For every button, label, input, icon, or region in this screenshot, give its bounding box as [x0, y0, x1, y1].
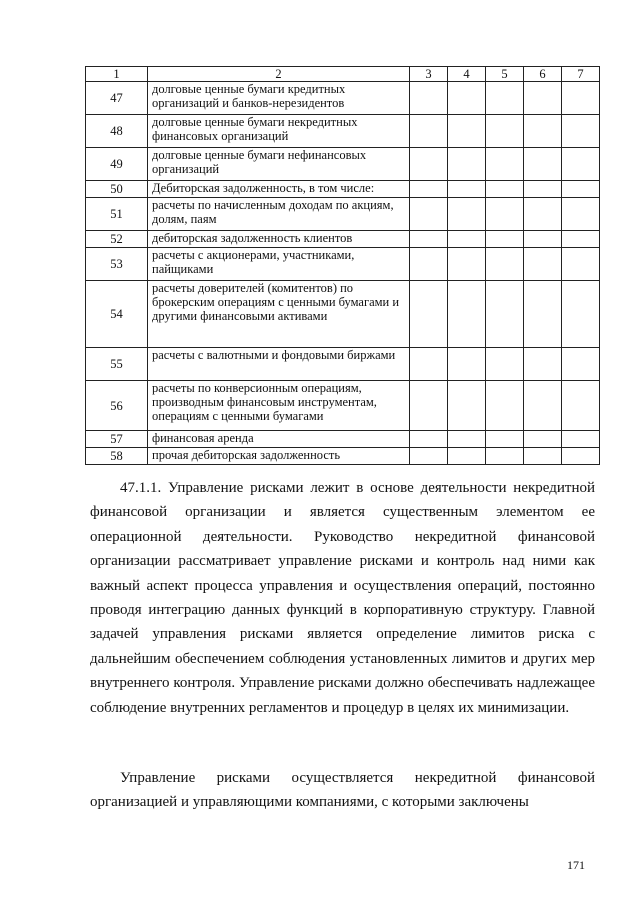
row-number: 50 [86, 181, 148, 198]
table-row [86, 448, 600, 465]
table-header-cell: 6 [524, 67, 562, 82]
row-number: 49 [86, 148, 148, 181]
paragraph-text: Управление рисками осуществляется некредитной финансовой организацией и управляющими компаниями, с которыми заключены [90, 770, 595, 811]
row-description: прочая дебиторская задолженность [148, 448, 410, 465]
row-number: 56 [86, 381, 148, 431]
row-number: 53 [86, 248, 148, 281]
table-row [86, 231, 600, 248]
row-description: расчеты с валютными и фондовыми биржами [148, 348, 410, 381]
table-row [86, 82, 600, 115]
table-header-cell: 7 [562, 67, 600, 82]
row-description: расчеты по начисленным доходам по акциям, долям, паям [148, 198, 410, 231]
table-row [86, 348, 600, 381]
body-paragraph [90, 476, 595, 720]
table-header-cell: 1 [86, 67, 148, 82]
row-description: дебиторская задолженность клиентов [148, 231, 410, 248]
table-row [86, 431, 600, 448]
body-paragraph [90, 766, 595, 815]
row-number: 48 [86, 115, 148, 148]
table-row [86, 181, 600, 198]
row-description: расчеты по конверсионным операциям, производным финансовым инструментам, операциям с ценными бумагами [148, 381, 410, 431]
data-table [85, 66, 600, 465]
row-number: 54 [86, 281, 148, 348]
row-number: 57 [86, 431, 148, 448]
row-number: 58 [86, 448, 148, 465]
table-row [86, 198, 600, 231]
table-header-cell: 2 [148, 67, 410, 82]
table-header-cell: 5 [486, 67, 524, 82]
page-number: 171 [567, 858, 585, 872]
row-description: долговые ценные бумаги некредитных финансовых организаций [148, 115, 410, 148]
row-description: долговые ценные бумаги нефинансовых организаций [148, 148, 410, 181]
table-header-cell: 4 [448, 67, 486, 82]
row-number: 52 [86, 231, 148, 248]
table-row [86, 248, 600, 281]
table-row [86, 148, 600, 181]
row-description: расчеты с акционерами, участниками, пайщиками [148, 248, 410, 281]
table-row [86, 381, 600, 431]
table-header-row [86, 67, 600, 82]
table-header-cell: 3 [410, 67, 448, 82]
row-number: 51 [86, 198, 148, 231]
row-number: 47 [86, 82, 148, 115]
row-number: 55 [86, 348, 148, 381]
paragraph-text: 47.1.1. Управление рисками лежит в основе деятельности некредитной финансовой организации и является существенным элементом ее операционной деятельности. Руководство некредитной финансовой организации рассматривает управление рисками и контроль над ними как важный аспект процесса управления и осуществления операций, постоянно проводя интеграцию данных функций в корпоративную структуру. Главной задачей управления рисками является определение лимитов риска с дальнейшим обеспечением соблюдения установленных лимитов и других мер внутреннего контроля. Управление рисками должно обеспечивать надлежащее соблюдение внутренних регламентов и процедур в целях их минимизации. [90, 480, 595, 716]
table-row [86, 115, 600, 148]
table-row [86, 281, 600, 348]
row-description: финансовая аренда [148, 431, 410, 448]
row-description: расчеты доверителей (комитентов) по брокерским операциям с ценными бумагами и другими финансовыми активами [148, 281, 410, 348]
row-description: Дебиторская задолженность, в том числе: [148, 181, 410, 198]
row-description: долговые ценные бумаги кредитных организаций и банков-нерезидентов [148, 82, 410, 115]
